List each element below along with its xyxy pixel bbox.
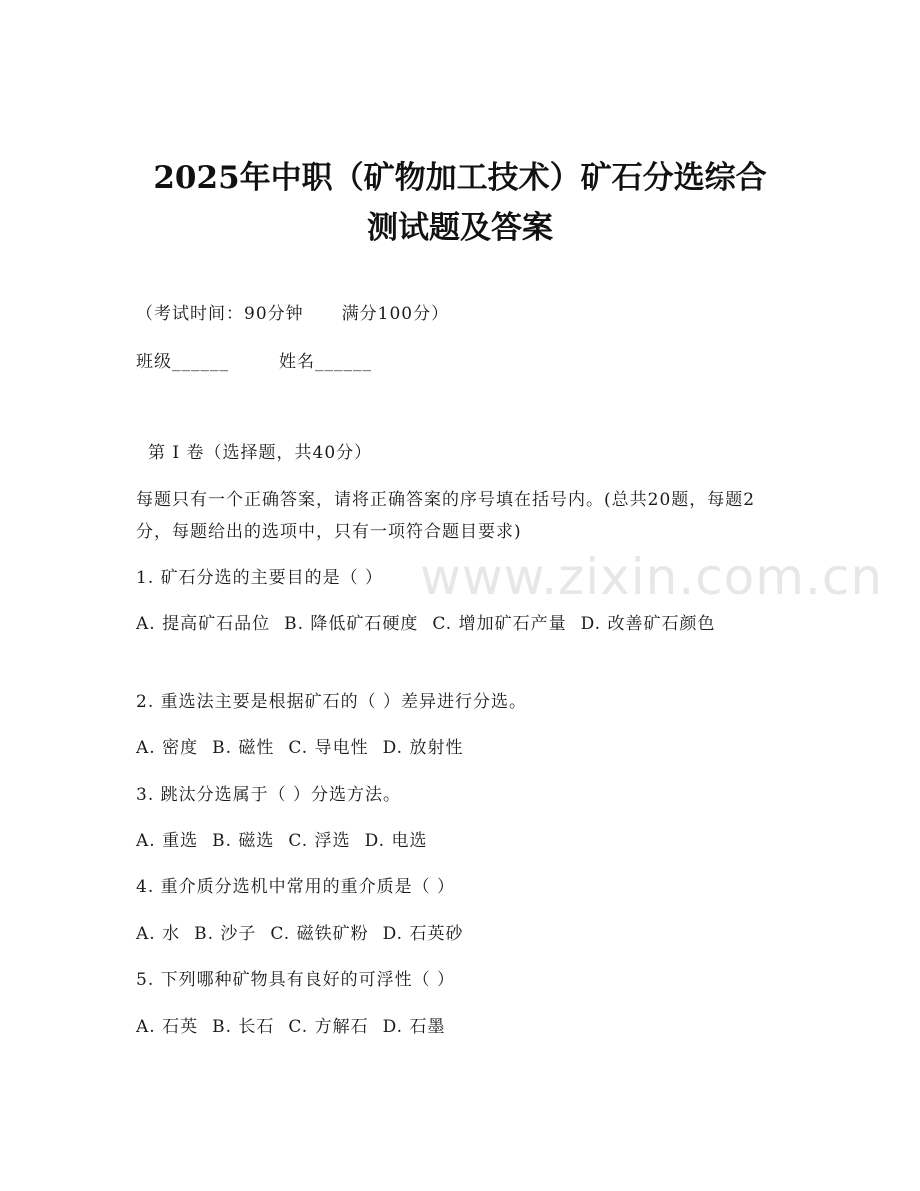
- question-1-stem: 1. 矿石分选的主要目的是（ ）: [136, 568, 384, 588]
- student-fields: [136, 350, 372, 374]
- name-field: 姓名______: [279, 352, 372, 372]
- document-title-line-1: 2025年中职（矿物加工技术）矿石分选综合: [153, 160, 767, 196]
- question-2-option-b: B. 磁性: [212, 738, 275, 758]
- question-3-option-d: D. 电选: [364, 831, 428, 851]
- question-5-option-b: B. 长石: [212, 1017, 275, 1037]
- class-field: 班级______: [136, 352, 229, 372]
- question-2-option-d: D. 放射性: [382, 738, 464, 758]
- question-2-option-a: A. 密度: [136, 738, 199, 758]
- question-1-option-a: A. 提高矿石品位: [136, 614, 271, 634]
- question-4-option-a: A. 水: [136, 924, 181, 944]
- exam-time: （考试时间：90分钟: [136, 304, 304, 324]
- question-5-stem: 5. 下列哪种矿物具有良好的可浮性（ ）: [136, 970, 456, 990]
- question-1-option-c: C. 增加矿石产量: [432, 614, 567, 634]
- question-4-option-d: D. 石英砂: [382, 924, 464, 944]
- question-1-option-d: D. 改善矿石颜色: [580, 614, 716, 634]
- question-4-option-b: B. 沙子: [194, 924, 257, 944]
- question-2-option-c: C. 导电性: [288, 738, 369, 758]
- question-4-stem: 4. 重介质分选机中常用的重介质是（ ）: [136, 877, 456, 897]
- question-3-options: [136, 829, 427, 853]
- document-title-line-2: 测试题及答案: [367, 210, 553, 246]
- question-3-option-b: B. 磁选: [212, 831, 275, 851]
- exam-info: [136, 302, 449, 326]
- question-3-option-a: A. 重选: [136, 831, 199, 851]
- question-1-options: [136, 608, 776, 640]
- exam-score: 满分100分）: [341, 304, 450, 324]
- question-4-options: [136, 922, 463, 946]
- question-5-option-d: D. 石墨: [382, 1017, 446, 1037]
- question-2-options: [136, 736, 463, 760]
- question-3-option-c: C. 浮选: [288, 831, 351, 851]
- question-5-option-c: C. 方解石: [288, 1017, 369, 1037]
- watermark-text: www.zixin.com.cn: [420, 548, 884, 606]
- question-5-option-a: A. 石英: [136, 1017, 199, 1037]
- section-heading: 第 I 卷（选择题，共40分）: [148, 443, 373, 463]
- question-2-stem: 2. 重选法主要是根据矿石的（ ）差异进行分选。: [136, 692, 528, 712]
- question-4-option-c: C. 磁铁矿粉: [270, 924, 369, 944]
- question-5-options: [136, 1015, 445, 1039]
- section-instructions: 每题只有一个正确答案，请将正确答案的序号填在括号内。(总共20题，每题2分，每题给出的选项中，只有一项符合题目要求): [136, 490, 756, 542]
- question-3-stem: 3. 跳汰分选属于（ ）分选方法。: [136, 785, 402, 805]
- question-1-option-b: B. 降低矿石硬度: [284, 614, 419, 634]
